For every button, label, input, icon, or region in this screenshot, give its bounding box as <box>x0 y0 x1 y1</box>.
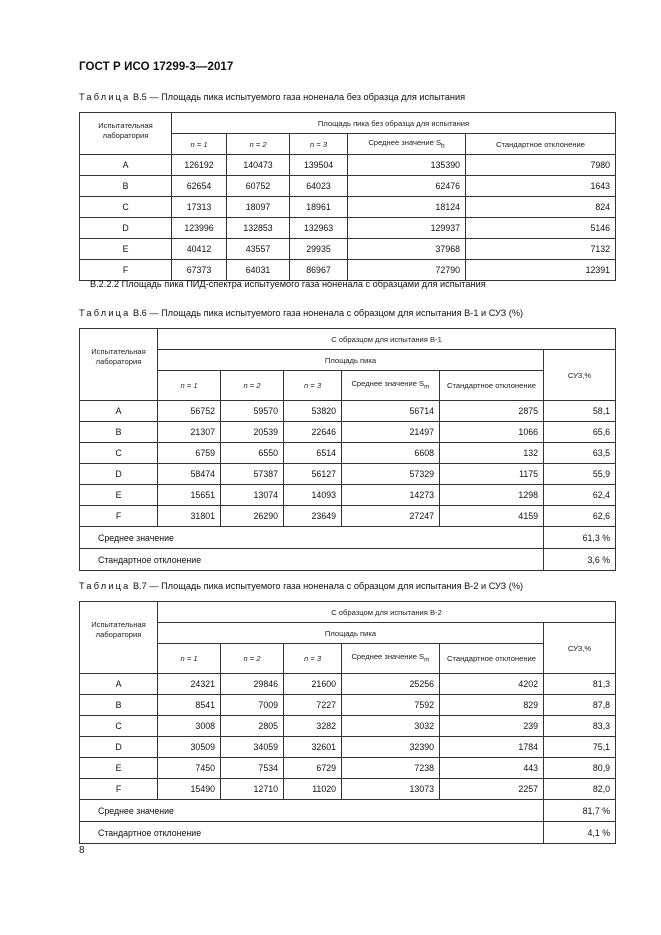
value-cell: 62654 <box>172 176 227 197</box>
table-b5-body <box>80 155 616 281</box>
value-cell: 13074 <box>221 485 284 506</box>
lab-cell: E <box>80 758 158 779</box>
table-row <box>80 197 616 218</box>
value-cell: 62,4 <box>544 485 616 506</box>
value-cell: 132 <box>440 443 544 464</box>
value-cell: 7009 <box>221 695 284 716</box>
value-cell: 31801 <box>158 506 221 527</box>
header-group: С образцом для испытания В-1 <box>158 329 616 350</box>
value-cell: 37968 <box>348 239 466 260</box>
value-cell: 23649 <box>284 506 342 527</box>
caption-text: В.5 — Площадь пика испытуемого газа ноненала без образца для испытания <box>133 92 466 102</box>
value-cell: 20539 <box>221 422 284 443</box>
page-number: 8 <box>79 845 85 856</box>
value-cell: 64023 <box>290 176 348 197</box>
value-cell: 2875 <box>440 401 544 422</box>
value-cell: 15651 <box>158 485 221 506</box>
table-row <box>80 485 616 506</box>
value-cell: 11020 <box>284 779 342 800</box>
value-cell: 62,6 <box>544 506 616 527</box>
value-cell: 7450 <box>158 758 221 779</box>
value-cell: 32390 <box>342 737 440 758</box>
lab-cell: B <box>80 695 158 716</box>
header-lab: Испытательная лаборатория <box>80 329 158 401</box>
value-cell: 82,0 <box>544 779 616 800</box>
header-n2: n = 2 <box>221 371 284 401</box>
value-cell: 57387 <box>221 464 284 485</box>
header-group: Площадь пика без образца для испытания <box>172 113 616 134</box>
value-cell: 126192 <box>172 155 227 176</box>
value-cell: 56127 <box>284 464 342 485</box>
value-cell: 83,3 <box>544 716 616 737</box>
value-cell: 56714 <box>342 401 440 422</box>
table-row <box>80 695 616 716</box>
header-std: Стандартное отклонение <box>466 134 616 155</box>
lab-cell: A <box>80 674 158 695</box>
header-suz: СУЗ,% <box>544 623 616 674</box>
value-cell: 4202 <box>440 674 544 695</box>
value-cell: 123996 <box>172 218 227 239</box>
table-b6-caption <box>79 308 523 318</box>
value-cell: 135390 <box>348 155 466 176</box>
header-n1: n = 1 <box>172 134 227 155</box>
value-cell: 18124 <box>348 197 466 218</box>
header-n3: n = 3 <box>290 134 348 155</box>
value-cell: 21497 <box>342 422 440 443</box>
value-cell: 1298 <box>440 485 544 506</box>
table-b7-caption <box>79 581 523 591</box>
table-word: Таблица <box>79 581 131 591</box>
value-cell: 1784 <box>440 737 544 758</box>
value-cell: 6759 <box>158 443 221 464</box>
caption-text: В.7 — Площадь пика испытуемого газа ноненала с образцом для испытания В-2 и СУЗ (%) <box>133 581 524 591</box>
value-cell: 4159 <box>440 506 544 527</box>
lab-cell: E <box>80 485 158 506</box>
mean-value: 81,7 % <box>544 800 616 822</box>
table-b6 <box>79 328 616 571</box>
value-cell: 132853 <box>227 218 290 239</box>
value-cell: 7534 <box>221 758 284 779</box>
value-cell: 7980 <box>466 155 616 176</box>
value-cell: 13073 <box>342 779 440 800</box>
lab-cell: C <box>80 197 172 218</box>
value-cell: 3282 <box>284 716 342 737</box>
value-cell: 81,3 <box>544 674 616 695</box>
value-cell: 60752 <box>227 176 290 197</box>
table-b7-body <box>80 674 616 800</box>
value-cell: 2805 <box>221 716 284 737</box>
header-n3: n = 3 <box>284 371 342 401</box>
value-cell: 18961 <box>290 197 348 218</box>
mean-label: Среднее значение <box>80 800 544 822</box>
table-b6-body <box>80 401 616 527</box>
value-cell: 56752 <box>158 401 221 422</box>
table-row <box>80 260 616 281</box>
value-cell: 1066 <box>440 422 544 443</box>
value-cell: 25256 <box>342 674 440 695</box>
value-cell: 129937 <box>348 218 466 239</box>
mean-value: 61,3 % <box>544 527 616 549</box>
value-cell: 22646 <box>284 422 342 443</box>
value-cell: 59570 <box>221 401 284 422</box>
value-cell: 824 <box>466 197 616 218</box>
table-b5-caption <box>79 92 465 102</box>
header-n1: n = 1 <box>158 371 221 401</box>
value-cell: 7238 <box>342 758 440 779</box>
value-cell: 62476 <box>348 176 466 197</box>
value-cell: 26290 <box>221 506 284 527</box>
lab-cell: E <box>80 239 172 260</box>
table-row <box>80 506 616 527</box>
value-cell: 55,9 <box>544 464 616 485</box>
lab-cell: A <box>80 401 158 422</box>
value-cell: 57329 <box>342 464 440 485</box>
value-cell: 29935 <box>290 239 348 260</box>
std-label: Стандартное отклонение <box>80 822 544 844</box>
value-cell: 40412 <box>172 239 227 260</box>
value-cell: 64031 <box>227 260 290 281</box>
value-cell: 53820 <box>284 401 342 422</box>
value-cell: 7227 <box>284 695 342 716</box>
document-title: ГОСТ Р ИСО 17299-3—2017 <box>79 61 234 73</box>
value-cell: 14093 <box>284 485 342 506</box>
mean-label: Среднее значение <box>80 527 544 549</box>
header-suz: СУЗ,% <box>544 350 616 401</box>
value-cell: 21307 <box>158 422 221 443</box>
value-cell: 443 <box>440 758 544 779</box>
value-cell: 14273 <box>342 485 440 506</box>
lab-cell: D <box>80 464 158 485</box>
value-cell: 140473 <box>227 155 290 176</box>
value-cell: 139504 <box>290 155 348 176</box>
value-cell: 1643 <box>466 176 616 197</box>
value-cell: 6729 <box>284 758 342 779</box>
value-cell: 67373 <box>172 260 227 281</box>
header-n1: n = 1 <box>158 644 221 674</box>
table-row <box>80 401 616 422</box>
value-cell: 29846 <box>221 674 284 695</box>
table-row <box>80 176 616 197</box>
table-row <box>80 155 616 176</box>
value-cell: 12391 <box>466 260 616 281</box>
header-std: Стандартное отклонение <box>440 371 544 401</box>
table-row <box>80 737 616 758</box>
table-row <box>80 218 616 239</box>
value-cell: 5146 <box>466 218 616 239</box>
caption-text: В.6 — Площадь пика испытуемого газа ноненала с образцом для испытания В-1 и СУЗ (%) <box>133 308 524 318</box>
section-note: В.2.2.2 Площадь пика ПИД-спектра испытуемого газа ноненала с образцами для испытания <box>90 279 486 289</box>
header-lab: Испытательная лаборатория <box>80 113 172 155</box>
lab-cell: A <box>80 155 172 176</box>
std-value: 4,1 % <box>544 822 616 844</box>
header-std: Стандартное отклонение <box>440 644 544 674</box>
value-cell: 6550 <box>221 443 284 464</box>
lab-cell: D <box>80 737 158 758</box>
value-cell: 87,8 <box>544 695 616 716</box>
header-n3: n = 3 <box>284 644 342 674</box>
value-cell: 239 <box>440 716 544 737</box>
value-cell: 132963 <box>290 218 348 239</box>
table-word: Таблица <box>79 308 131 318</box>
value-cell: 6514 <box>284 443 342 464</box>
header-subgroup: Площадь пика <box>158 350 544 371</box>
lab-cell: F <box>80 779 158 800</box>
table-row <box>80 674 616 695</box>
value-cell: 15490 <box>158 779 221 800</box>
value-cell: 72790 <box>348 260 466 281</box>
header-group: С образцом для испытания В-2 <box>158 602 616 623</box>
table-row <box>80 239 616 260</box>
value-cell: 32601 <box>284 737 342 758</box>
header-n2: n = 2 <box>227 134 290 155</box>
header-mean: Среднее значение $S_m$ <box>342 644 440 674</box>
table-row <box>80 758 616 779</box>
table-row <box>80 422 616 443</box>
value-cell: 43557 <box>227 239 290 260</box>
table-row <box>80 443 616 464</box>
std-label: Стандартное отклонение <box>80 549 544 571</box>
value-cell: 63,5 <box>544 443 616 464</box>
std-value: 3,6 % <box>544 549 616 571</box>
value-cell: 3032 <box>342 716 440 737</box>
lab-cell: F <box>80 506 158 527</box>
value-cell: 34059 <box>221 737 284 758</box>
table-row <box>80 716 616 737</box>
table-row <box>80 464 616 485</box>
value-cell: 17313 <box>172 197 227 218</box>
value-cell: 2257 <box>440 779 544 800</box>
value-cell: 1175 <box>440 464 544 485</box>
value-cell: 30509 <box>158 737 221 758</box>
value-cell: 8541 <box>158 695 221 716</box>
header-n2: n = 2 <box>221 644 284 674</box>
header-subgroup: Площадь пика <box>158 623 544 644</box>
value-cell: 18097 <box>227 197 290 218</box>
header-mean: Среднее значение $S_m$ <box>342 371 440 401</box>
lab-cell: F <box>80 260 172 281</box>
table-row <box>80 779 616 800</box>
lab-cell: B <box>80 176 172 197</box>
table-b5 <box>79 112 616 281</box>
value-cell: 12710 <box>221 779 284 800</box>
value-cell: 21600 <box>284 674 342 695</box>
value-cell: 58,1 <box>544 401 616 422</box>
lab-cell: C <box>80 443 158 464</box>
table-b7 <box>79 601 616 844</box>
value-cell: 75,1 <box>544 737 616 758</box>
value-cell: 829 <box>440 695 544 716</box>
value-cell: 3008 <box>158 716 221 737</box>
value-cell: 65,6 <box>544 422 616 443</box>
header-lab: Испытательная лаборатория <box>80 602 158 674</box>
table-word: Таблица <box>79 92 131 102</box>
value-cell: 27247 <box>342 506 440 527</box>
value-cell: 6608 <box>342 443 440 464</box>
value-cell: 24321 <box>158 674 221 695</box>
value-cell: 7592 <box>342 695 440 716</box>
value-cell: 7132 <box>466 239 616 260</box>
value-cell: 80,9 <box>544 758 616 779</box>
lab-cell: D <box>80 218 172 239</box>
lab-cell: B <box>80 422 158 443</box>
value-cell: 58474 <box>158 464 221 485</box>
lab-cell: C <box>80 716 158 737</box>
value-cell: 86967 <box>290 260 348 281</box>
header-mean: Среднее значение $S_b$ <box>348 134 466 155</box>
